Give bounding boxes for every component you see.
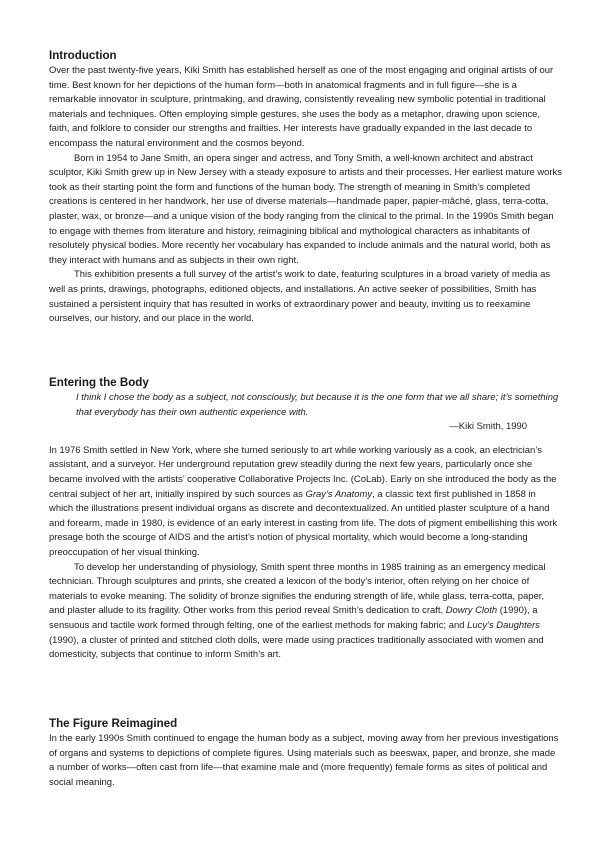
paragraph: In the early 1990s Smith continued to engage the human body as a subject, moving away from her previous investigations of organs and systems to depictions of complete figures. Using materials such as beeswax, paper, and bronze, she made a number of works—often cast from life—that examine male and (more frequently) female forms as sites of political and social meaning. [49, 733, 559, 788]
book-title: Gray’s Anatomy [305, 488, 373, 500]
text-run: To develop her understanding of physiology, Smith spent three months in 1985 training as an emergency medical technician. Through sculptures and prints, she created a lexicon of the body’s interior, often relying on her choice of materials to evoke meaning. The solidity of bronze signifies the enduring strength of life, while glass, terra-cotta, paper, and plaster allude to its fragility. Other works from this period reveal Smith’s dedication to craft. [49, 561, 546, 617]
section-heading: Introduction [49, 49, 117, 62]
text-run: In 1976 Smith settled in New York, where she turned seriously to art while working variously as a cook, an electrician’s assistant, and a surveyor. Her underground reputation grew steadily during the next few years, particularly once she became involved with the artists’ cooperative Collaborative Projects Inc. (CoLab). Early on she introduced the body as the central subject of her art, initially inspired by such sources as [49, 444, 557, 500]
paragraph [49, 561, 562, 663]
paragraph: Over the past twenty-five years, Kiki Smith has established herself as one of the most engaging and original artists of our time. Best known for her depictions of the human form—both in anatomical fragments and in full figure—she is a remarkable innovator in sculpture, printmaking, and drawing, consistently revealing new symbolic potential in traditional materials and techniques. Often employing simple gestures, she uses the body as a metaphor, drawing upon science, faith, and folklore to consider our strengths and frailties. Her interests have gradually expanded in the last decade to encompass the natural environment and the cosmos beyond. [49, 65, 554, 149]
epigraph-quote: I think I chose the body as a subject, not consciously, but because it is the one form that we all share; it’s something that everybody has their own authentic experience with. [76, 392, 559, 418]
section-the-figure-reimagined [49, 716, 562, 790]
text-run: (1990), a sensuous and tactile work formed through felting, one of the earliest methods for making fabric; and [49, 605, 538, 631]
quote-attribution: —Kiki Smith, 1990 [449, 421, 527, 433]
section-heading: The Figure Reimagined [49, 717, 178, 730]
section-introduction [49, 48, 562, 327]
section-entering-the-body [49, 375, 562, 663]
artwork-title: Lucy’s Daughters [467, 619, 540, 631]
paragraph: This exhibition presents a full survey of the artist’s work to date, featuring sculptures in a broad variety of media as well as prints, drawings, photographs, editioned objects, and installations. An active seeker of possibilities, Smith has sustained a persistent inquiry that has resulted in works of extraordinary power and beauty, inviting us to reexamine ourselves, our history, and our place in the world. [49, 269, 551, 325]
section-heading: Entering the Body [49, 376, 149, 389]
artwork-title: Dowry Cloth [445, 605, 498, 617]
paragraph [49, 444, 562, 561]
paragraph: Born in 1954 to Jane Smith, an opera singer and actress, and Tony Smith, a well-known architect and abstract sculptor, Kiki Smith grew up in New Jersey with a steady exposure to artists and their processes. Her earliest mature works took as their starting point the form and functions of the human body. The strength of meaning in Smith’s completed creations is centered in her handwork, her use of diverse materials—handmade paper, papier-mâché, glass, terra-cotta, plaster, wax, or bronze—and a unique vision of the body ranging from the clinical to the primal. In the 1990s Smith began to engage with themes from literature and history, reimagining biblical and mythological characters as inhabitants of resolutely physical bodies. More recently her vocabulary has expanded to include animals and the natural world, both as they interact with humans and as subjects in their own right. [49, 152, 562, 266]
text-run: , a classic text first published in 1858 in which the illustrations present individual organs as discrete and decontextualized. An untitled plaster sculpture of a hand and forearm, made in 1980, is evidence of an early interest in casting from life. The dots of pigment embellishing this work presage both the scourge of AIDS and the artist’s notion of physical mortality, which would become a long-standing preoccupation of her visual thinking. [49, 488, 558, 558]
text-run: (1990), a cluster of printed and stitched cloth dolls, were made using practices traditionally associated with women and domesticity, subjects that continue to inform Smith’s art. [49, 634, 544, 661]
